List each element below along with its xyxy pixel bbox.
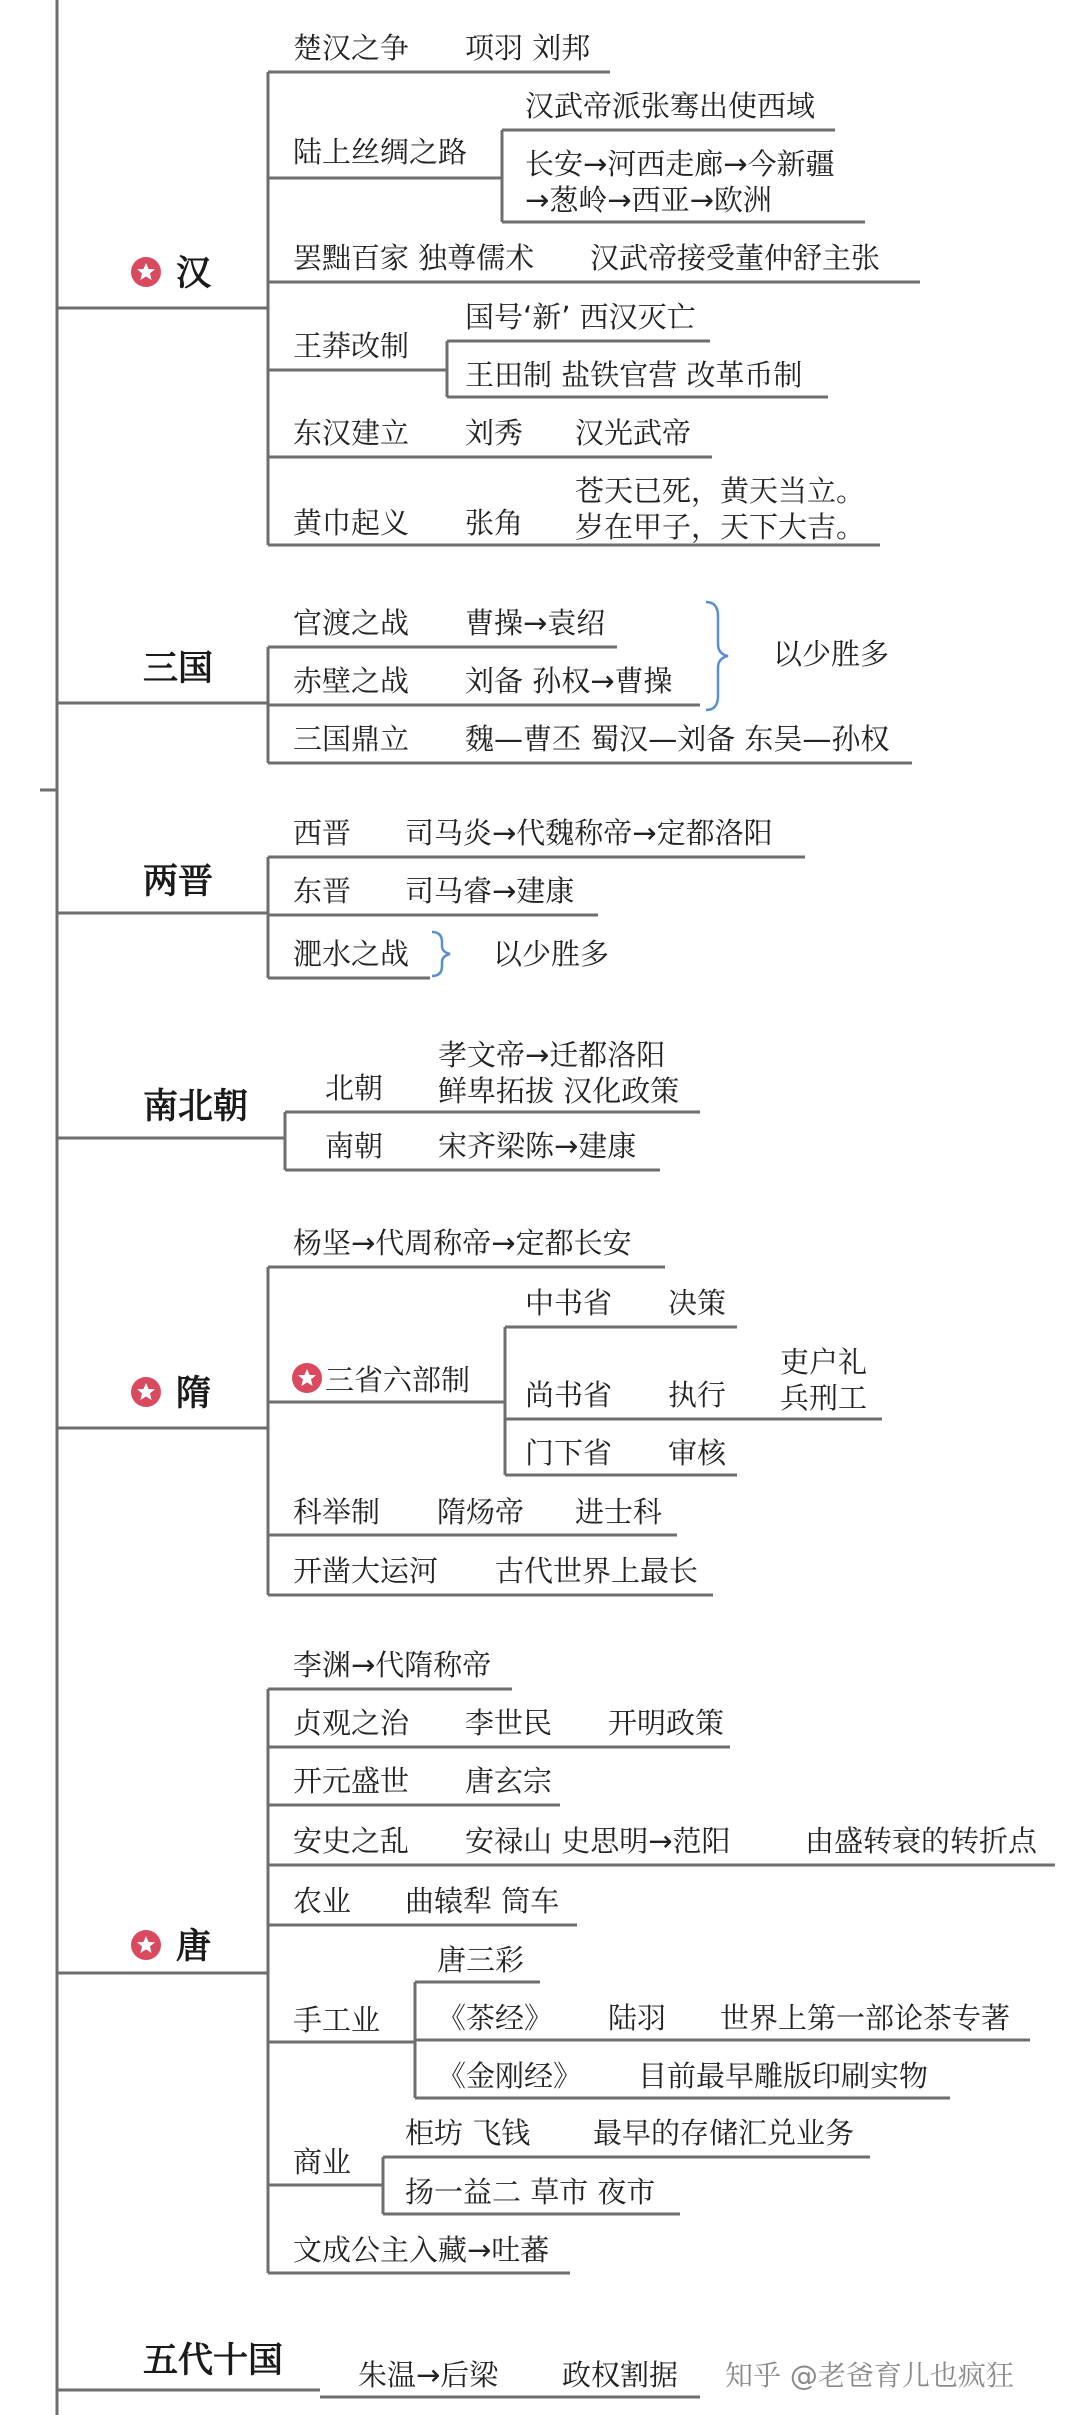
node-guandu: 官渡之战: [293, 606, 410, 640]
node-few-beat-many-jin: 以少胜多: [493, 937, 610, 971]
node-zhongshu: 中书省: [525, 1286, 613, 1320]
node-wencheng: 文成公主入藏→吐蕃: [293, 2233, 550, 2267]
node-confucianism: 罢黜百家 独尊儒术: [293, 241, 535, 275]
era-label-sui: 隋: [176, 1374, 212, 1414]
node-route-1: 长安→河西走廊→今新疆: [525, 147, 835, 181]
node-kaiyuan: 开元盛世: [293, 1764, 410, 1798]
node-anshi: 安史之乱: [293, 1824, 410, 1858]
node-handicraft: 手工业: [293, 2003, 381, 2037]
node-xiaowen-1: 孝文帝→迁都洛阳: [438, 1038, 666, 1072]
node-decide: 决策: [668, 1286, 727, 1320]
node-tri-color: 唐三彩: [437, 1943, 525, 1977]
era-han: [131, 31, 880, 544]
node-menxia: 门下省: [525, 1436, 613, 1470]
node-few-beat-many-3k: 以少胜多: [773, 637, 890, 671]
era-label-nanbei: 南北朝: [143, 1087, 249, 1127]
node-feishui: 淝水之战: [293, 937, 410, 971]
node-enlightened: 开明政策: [608, 1706, 725, 1740]
node-wang-mang: 王莽改制: [293, 329, 410, 363]
node-keju: 科举制: [293, 1495, 381, 1529]
node-guifang: 柜坊 飞钱: [405, 2116, 531, 2150]
node-review: 审核: [668, 1436, 727, 1470]
node-route-2: →葱岭→西亚→欧洲: [525, 183, 772, 217]
star-badge-icon: [131, 1930, 161, 1960]
era-three-kingdoms: [143, 602, 889, 756]
watermark: 知乎 @老爸育儿也疯狂: [725, 2359, 1014, 2392]
node-chibi: 赤壁之战: [293, 664, 410, 698]
node-silk-road: 陆上丝绸之路: [293, 135, 468, 169]
node-yangdi: 隋炀帝: [437, 1495, 525, 1529]
node-yang-jian: 杨坚→代周称帝→定都长安: [293, 1226, 632, 1260]
node-shangshu: 尚书省: [525, 1378, 613, 1412]
node-liu-xiu: 刘秀: [465, 416, 524, 450]
node-founders: 魏—曹丕 蜀汉—刘备 东吴—孙权: [465, 722, 890, 756]
node-turning-point: 由盛转衰的转折点: [805, 1824, 1038, 1858]
node-agriculture: 农业: [293, 1884, 352, 1918]
node-tools: 曲辕犁 筒车: [405, 1884, 560, 1918]
node-longest: 古代世界上最长: [495, 1554, 699, 1588]
node-east-han: 东汉建立: [293, 416, 410, 450]
era-label-three-kingdoms: 三国: [143, 649, 214, 689]
node-three-depts: 三省六部制: [325, 1363, 471, 1397]
node-xiaowen-2: 鲜卑拓拔 汉化政策: [438, 1074, 680, 1108]
node-slogan-2: 岁在甲子，天下大吉。: [575, 510, 866, 544]
node-xuanzong: 唐玄宗: [465, 1764, 553, 1798]
node-six-min-2: 兵刑工: [780, 1381, 868, 1415]
node-xiang-yu-liu-bang: 项羽 刘邦: [465, 31, 591, 65]
star-badge-icon: [131, 1377, 161, 1407]
node-li-yuan: 李渊→代隋称帝: [293, 1648, 492, 1682]
node-guandu-sides: 曹操→袁绍: [465, 606, 606, 640]
node-bank-note: 最早的存储汇兑业务: [593, 2116, 855, 2150]
node-zhenguan: 贞观之治: [293, 1706, 410, 1740]
brace-three-kingdoms: [706, 602, 728, 710]
era-jin: [143, 816, 773, 976]
node-print-note: 目前最早雕版印刷实物: [638, 2059, 929, 2093]
node-reforms: 王田制 盐铁官营 改革币制: [465, 358, 803, 392]
node-zhang-qian: 汉武帝派张骞出使西域: [525, 89, 816, 123]
star-badge-icon: [131, 257, 161, 287]
era-nanbei: [143, 1038, 679, 1163]
era-label-five-dynasties: 五代十国: [143, 2341, 284, 2381]
node-tea-note: 世界上第一部论茶专著: [720, 2001, 1011, 2035]
node-warlords: 政权割据: [562, 2358, 679, 2392]
star-badge-icon: [292, 1363, 322, 1393]
era-label-tang: 唐: [176, 1927, 212, 1967]
node-lu-yu: 陆羽: [608, 2001, 667, 2035]
era-label-han: 汉: [176, 254, 212, 294]
era-label-jin: 两晋: [143, 862, 214, 902]
node-dong-zhongshu: 汉武帝接受董仲舒主张: [590, 241, 881, 275]
node-sima-rui: 司马睿→建康: [405, 874, 575, 908]
node-execute: 执行: [668, 1378, 727, 1412]
brace-feishui: [432, 932, 450, 976]
node-rebels: 安禄山 史思明→范阳: [465, 1824, 731, 1858]
node-jinshi: 进士科: [575, 1495, 663, 1529]
node-zhu-wen: 朱温→后梁: [358, 2358, 499, 2392]
node-xin-dynasty: 国号‘新’ 西汉灭亡: [465, 300, 696, 334]
node-sima-yan: 司马炎→代魏称帝→定都洛阳: [405, 816, 773, 850]
node-south-dynasties: 宋齐梁陈→建康: [438, 1129, 637, 1163]
node-chu-han-war: 楚汉之争: [293, 31, 410, 65]
node-south: 南朝: [325, 1129, 384, 1163]
node-markets: 扬一益二 草市 夜市: [405, 2175, 656, 2209]
node-east-jin: 东晋: [293, 874, 352, 908]
node-slogan-1: 苍天已死，黄天当立。: [575, 474, 866, 508]
node-tripartite: 三国鼎立: [293, 722, 410, 756]
node-chibi-sides: 刘备 孙权→曹操: [465, 664, 673, 698]
node-li-shimin: 李世民: [465, 1706, 553, 1740]
node-commerce: 商业: [293, 2145, 352, 2179]
node-tea-classic: 《茶经》: [437, 2001, 554, 2035]
node-west-jin: 西晋: [293, 816, 352, 850]
node-six-min-1: 吏户礼: [780, 1345, 868, 1379]
node-canal: 开凿大运河: [293, 1554, 439, 1588]
node-diamond-sutra: 《金刚经》: [437, 2059, 583, 2093]
node-zhang-jiao: 张角: [465, 506, 524, 540]
node-north: 北朝: [325, 1071, 384, 1105]
node-yellow-turban: 黄巾起义: [293, 506, 410, 540]
node-guangwu: 汉光武帝: [575, 416, 692, 450]
era-five-dynasties: [143, 2341, 678, 2392]
